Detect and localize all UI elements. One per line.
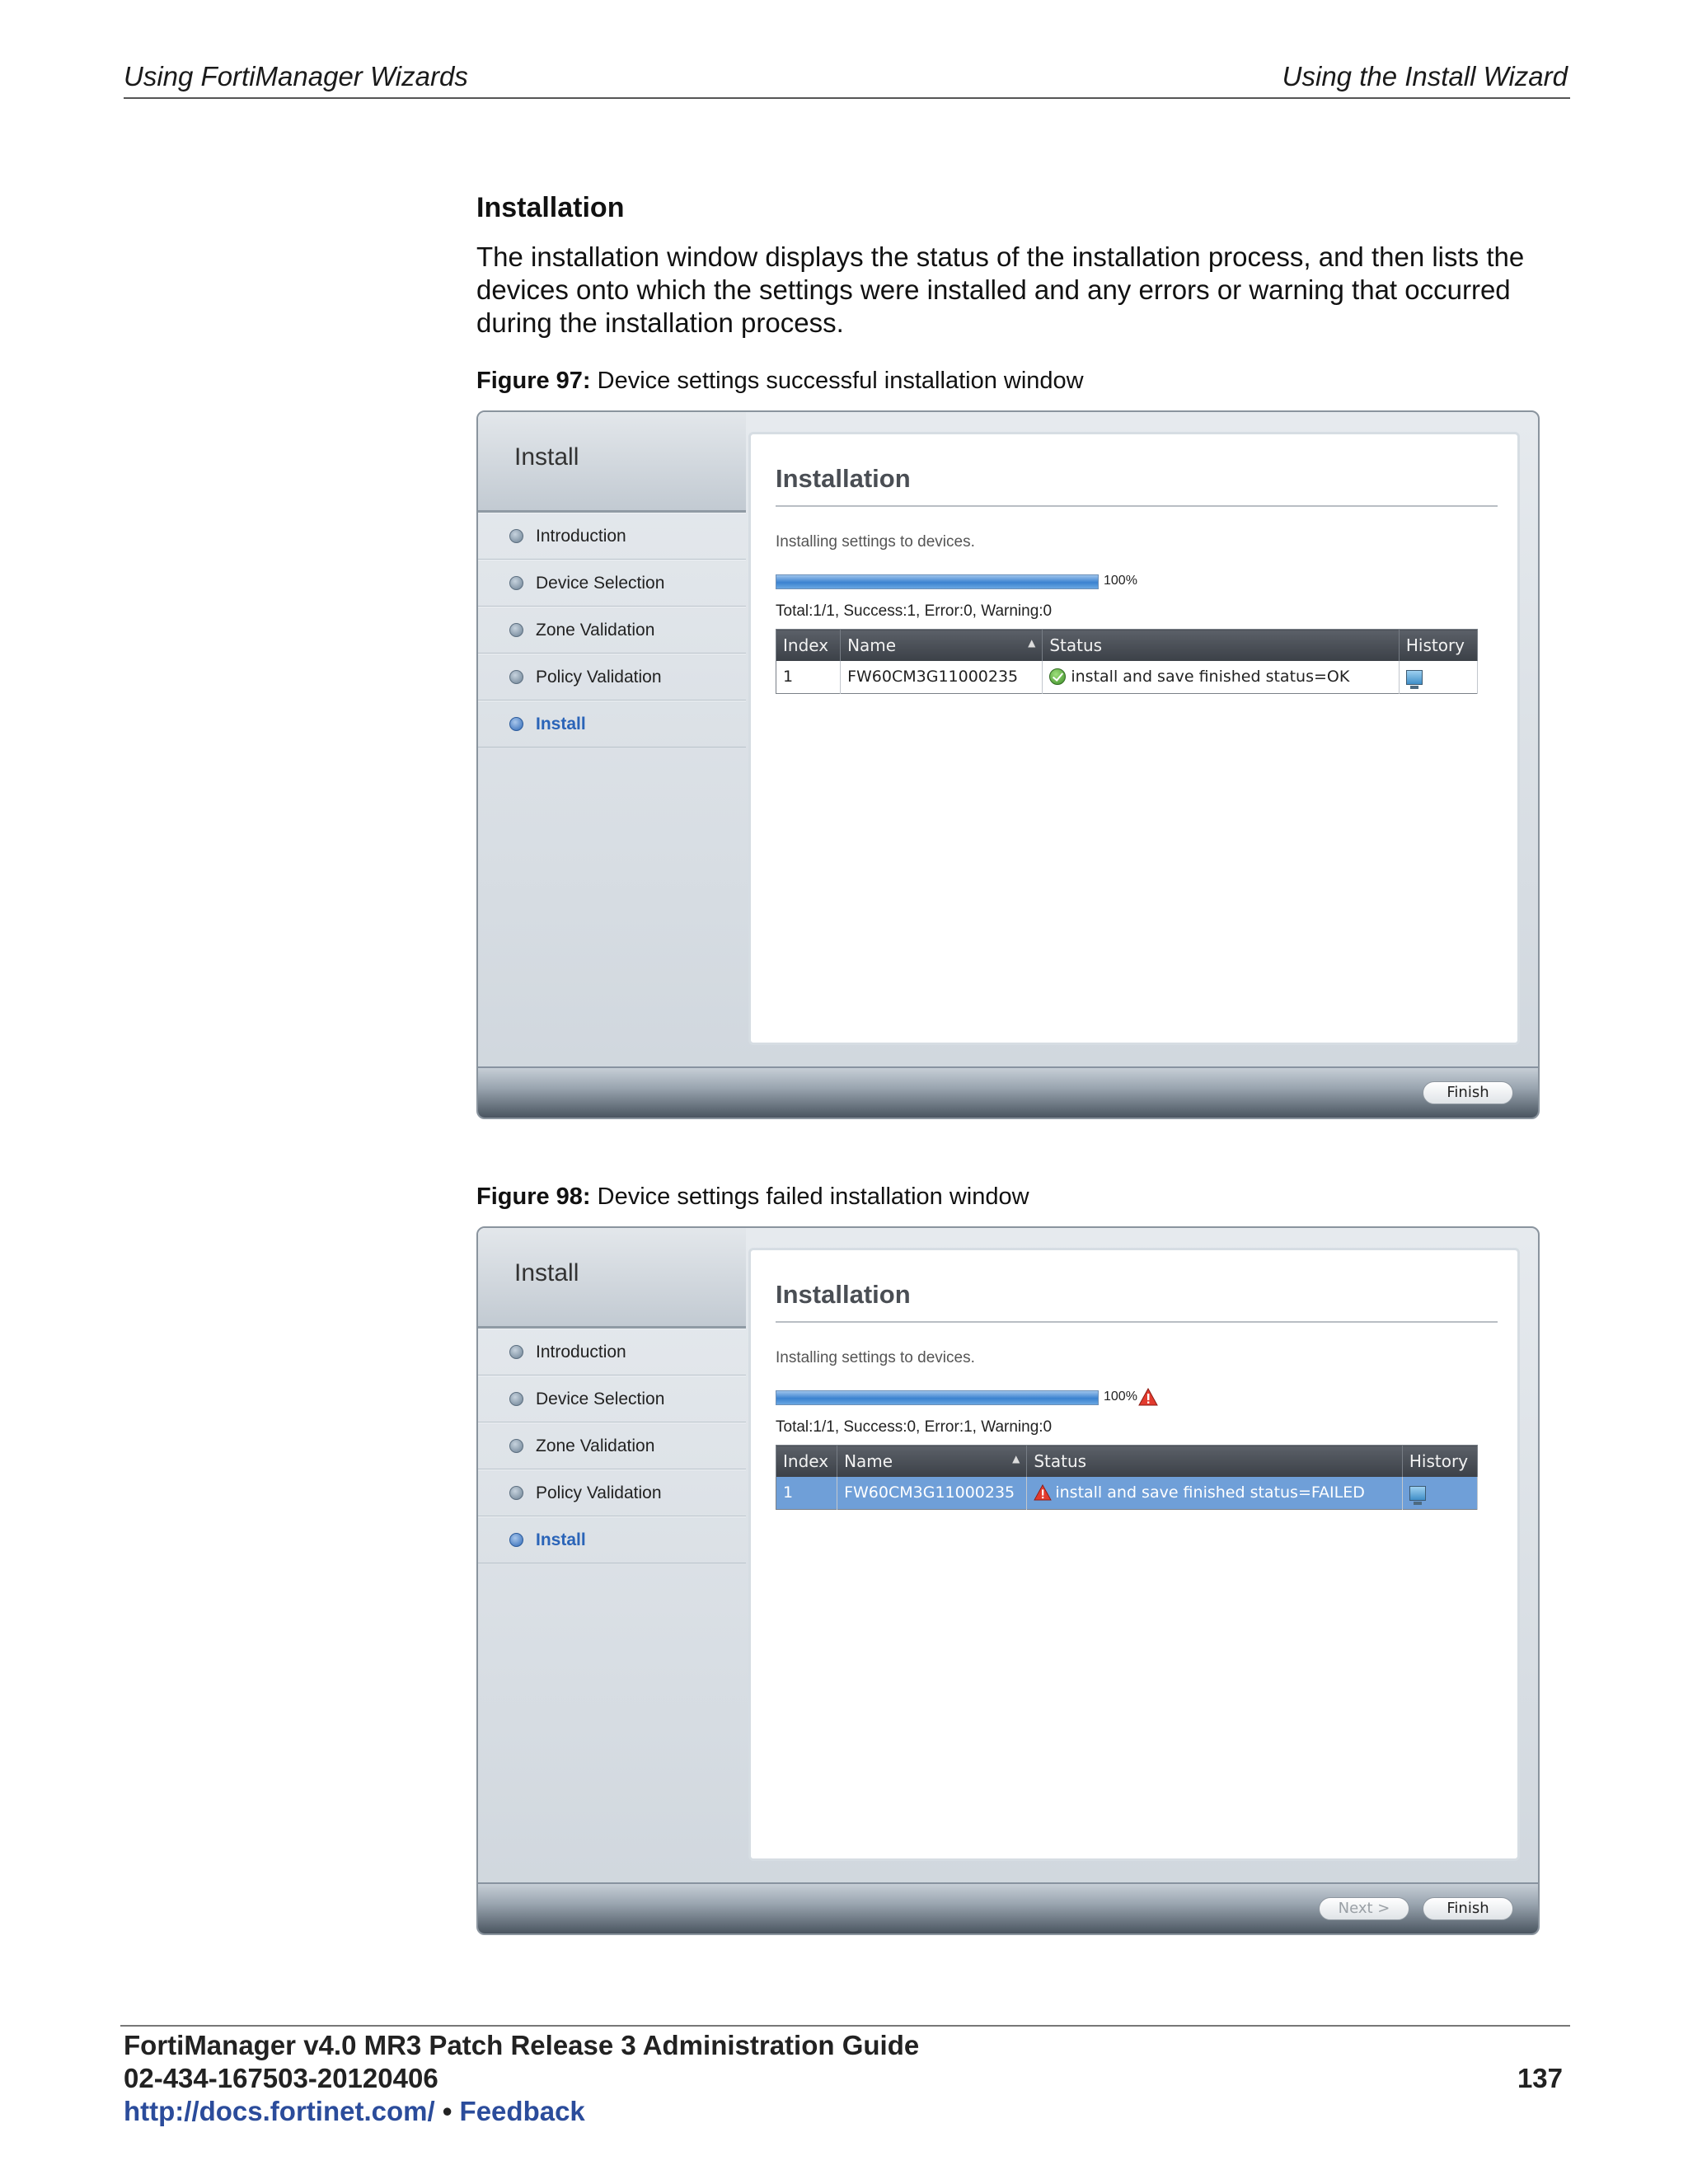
footer-doc-number: 02-434-167503-20120406 — [124, 2063, 438, 2093]
step-bullet-icon — [509, 1533, 523, 1547]
warning-icon — [1138, 1388, 1158, 1406]
step-label: Introduction — [536, 1343, 626, 1361]
step-install[interactable] — [478, 1516, 746, 1563]
install-wizard-window-success — [476, 410, 1540, 1119]
install-summary: Total:1/1, Success:1, Error:0, Warning:0 — [776, 602, 1053, 620]
step-policy-validation[interactable] — [478, 654, 746, 701]
step-bullet-icon — [509, 529, 523, 543]
step-label: Policy Validation — [536, 1483, 662, 1502]
cell-index: 1 — [776, 1477, 837, 1510]
step-device-selection[interactable] — [478, 1376, 746, 1422]
feedback-link[interactable]: Feedback — [459, 2096, 585, 2126]
figure-label: Figure 97: — [476, 368, 591, 394]
device-table — [776, 1445, 1478, 1510]
page-header-left: Using FortiManager Wizards — [124, 61, 468, 91]
step-label: Introduction — [536, 527, 626, 546]
step-introduction[interactable] — [478, 513, 746, 560]
cell-name: FW60CM3G11000235 — [841, 661, 1043, 694]
wizard-button-bar — [478, 1882, 1538, 1933]
column-label: Name — [844, 1451, 893, 1471]
step-install[interactable] — [478, 701, 746, 748]
cell-status — [1027, 1477, 1403, 1510]
page-header-right: Using the Install Wizard — [1282, 61, 1568, 91]
footer-divider — [120, 2025, 1570, 2027]
step-label: Device Selection — [536, 1390, 665, 1408]
content-divider — [776, 505, 1498, 507]
step-bullet-icon — [509, 670, 523, 684]
figure-98-caption — [476, 1183, 1029, 1211]
cell-status — [1043, 661, 1400, 694]
cell-index: 1 — [776, 661, 841, 694]
step-bullet-icon — [509, 1439, 523, 1453]
figure-caption-text: Device settings failed installation window — [597, 1183, 1029, 1210]
step-zone-validation[interactable] — [478, 607, 746, 654]
column-header-history[interactable]: History — [1402, 1446, 1477, 1477]
column-header-index[interactable]: Index — [776, 1446, 837, 1477]
step-bullet-icon — [509, 717, 523, 731]
sort-ascending-icon: ▲ — [1028, 636, 1036, 649]
step-policy-validation[interactable] — [478, 1469, 746, 1516]
step-bullet-icon — [509, 1345, 523, 1359]
figure-label: Figure 98: — [476, 1183, 591, 1210]
footer-links — [124, 2096, 585, 2127]
status-text: install and save finished status=OK — [1071, 668, 1350, 687]
finish-button[interactable]: Finish — [1423, 1081, 1513, 1104]
column-header-name[interactable] — [837, 1446, 1027, 1477]
column-header-status[interactable]: Status — [1027, 1446, 1403, 1477]
header-divider — [124, 97, 1570, 99]
step-bullet-icon — [509, 623, 523, 637]
install-progress-bar — [776, 1390, 1099, 1405]
page-number: 137 — [1517, 2063, 1563, 2093]
cell-history — [1402, 1477, 1477, 1510]
step-bullet-icon — [509, 1486, 523, 1500]
sort-ascending-icon: ▲ — [1012, 1452, 1020, 1465]
step-label: Zone Validation — [536, 621, 655, 640]
install-summary: Total:1/1, Success:0, Error:1, Warning:0 — [776, 1418, 1053, 1436]
wizard-steps — [478, 1329, 746, 1563]
table-row[interactable] — [776, 661, 1478, 694]
content-divider — [776, 1321, 1498, 1323]
wizard-title: Install — [514, 1259, 579, 1286]
step-label: Policy Validation — [536, 668, 662, 687]
step-device-selection[interactable] — [478, 560, 746, 607]
warning-icon — [1034, 1484, 1052, 1501]
content-subtitle: Installing settings to devices. — [776, 1349, 975, 1366]
content-title: Installation — [776, 1280, 911, 1309]
progress-label: 100% — [1104, 574, 1137, 588]
section-intro: The installation window displays the status of the installation process, and then lists the devices onto which the settings were installed and any errors or warning that occurred during the installation process. — [476, 241, 1525, 338]
step-label: Device Selection — [536, 574, 665, 593]
install-progress-bar — [776, 574, 1099, 589]
step-zone-validation[interactable] — [478, 1422, 746, 1469]
cell-name: FW60CM3G11000235 — [837, 1477, 1027, 1510]
step-bullet-icon — [509, 1392, 523, 1406]
check-icon — [1049, 668, 1066, 685]
progress-fill — [776, 575, 1098, 588]
step-label: Install — [536, 1530, 586, 1549]
figure-caption-text: Device settings successful installation window — [597, 368, 1084, 394]
section-title: Installation — [476, 192, 625, 223]
wizard-content-panel — [748, 1248, 1520, 1861]
wizard-sidebar-header — [478, 412, 746, 513]
column-header-index[interactable]: Index — [776, 630, 841, 661]
step-label: Zone Validation — [536, 1436, 655, 1455]
step-bullet-icon — [509, 576, 523, 590]
column-header-status[interactable]: Status — [1043, 630, 1400, 661]
wizard-button-bar — [478, 1066, 1538, 1118]
cell-history — [1399, 661, 1477, 694]
next-button[interactable]: Next > — [1319, 1897, 1409, 1920]
link-separator: • — [434, 2096, 460, 2126]
status-text: install and save finished status=FAILED — [1055, 1483, 1365, 1502]
figure-97-caption — [476, 368, 1084, 395]
wizard-title: Install — [514, 443, 579, 471]
history-monitor-icon[interactable] — [1406, 670, 1423, 685]
step-introduction[interactable] — [478, 1329, 746, 1376]
content-subtitle: Installing settings to devices. — [776, 533, 975, 551]
wizard-steps — [478, 513, 746, 748]
column-header-name[interactable] — [841, 630, 1043, 661]
history-monitor-icon[interactable] — [1409, 1486, 1426, 1501]
docs-link[interactable]: http://docs.fortinet.com/ — [124, 2096, 435, 2126]
wizard-sidebar-header — [478, 1228, 746, 1329]
progress-fill — [776, 1391, 1098, 1404]
wizard-content-panel — [748, 432, 1520, 1045]
install-wizard-window-failed — [476, 1226, 1540, 1935]
progress-label: 100% — [1104, 1390, 1137, 1404]
table-row[interactable] — [776, 1477, 1478, 1510]
column-label: Name — [847, 635, 897, 655]
device-table — [776, 629, 1478, 694]
column-header-history[interactable]: History — [1399, 630, 1477, 661]
step-label: Install — [536, 715, 586, 733]
content-title: Installation — [776, 464, 911, 493]
footer-guide-title: FortiManager v4.0 MR3 Patch Release 3 Administration Guide — [124, 2030, 920, 2060]
finish-button[interactable]: Finish — [1423, 1897, 1513, 1920]
